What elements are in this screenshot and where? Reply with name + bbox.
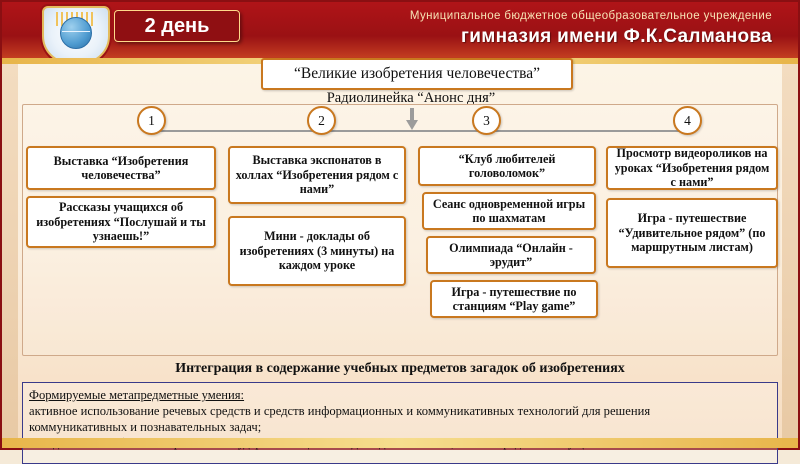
activity-card[interactable]: Игра - путешествие “Удивительное рядом” (по маршрутным листам): [606, 198, 778, 268]
column-number-4: 4: [673, 106, 702, 135]
meta-skills-line-1: активное использование речевых средств и средств информационных и коммуникативных технологий для решения: [29, 404, 651, 419]
meta-skills-box: [22, 382, 778, 464]
activity-card[interactable]: “Клуб любителей головоломок”: [418, 146, 596, 186]
school-title: гимназия имени Ф.К.Салманова: [461, 26, 772, 47]
globe-icon: [60, 17, 92, 49]
column-number-1: 1: [137, 106, 166, 135]
school-emblem-icon: [42, 6, 110, 64]
meta-skills-line-2: коммуникативных и познавательных задач;: [29, 420, 262, 435]
connector-line: [149, 130, 686, 132]
meta-skills-heading: Формируемые метапредметные умения:: [29, 388, 245, 402]
activity-card[interactable]: Мини - доклады об изобретениях (3 минуты) на каждом уроке: [228, 216, 406, 286]
right-decor-bar: [782, 64, 798, 448]
activity-card[interactable]: Просмотр видеороликов на уроках “Изобретения рядом с нами”: [606, 146, 778, 190]
column-number-2: 2: [307, 106, 336, 135]
activity-card[interactable]: Олимпиада “Онлайн - эрудит”: [426, 236, 596, 274]
slide-content: [18, 64, 782, 448]
subtitle: Радиолинейка “Анонс дня”: [326, 90, 496, 106]
integration-text: Интеграция в содержание учебных предметов загадок об изобретениях: [175, 361, 625, 376]
column-number-3: 3: [472, 106, 501, 135]
main-title: “Великие изобретения человечества”: [261, 58, 573, 90]
footer-gold-strip: [2, 438, 798, 448]
activity-card[interactable]: Игра - путешествие по станциям “Play game”: [430, 280, 598, 318]
left-decor-bar: [2, 64, 18, 448]
activity-card[interactable]: Рассказы учащихся об изобретениях “Послушай и ты узнаешь!”: [26, 196, 216, 248]
activity-card[interactable]: Сеанс одновременной игры по шахматам: [422, 192, 596, 230]
slide-header: [2, 2, 798, 64]
school-subtitle: Муниципальное бюджетное общеобразовательное учреждение: [409, 10, 772, 22]
activity-card[interactable]: Выставка “Изобретения человечества”: [26, 146, 216, 190]
day-badge: 2 день: [114, 10, 240, 42]
activity-card[interactable]: Выставка экспонатов в холлах “Изобретения рядом с нами”: [228, 146, 406, 204]
